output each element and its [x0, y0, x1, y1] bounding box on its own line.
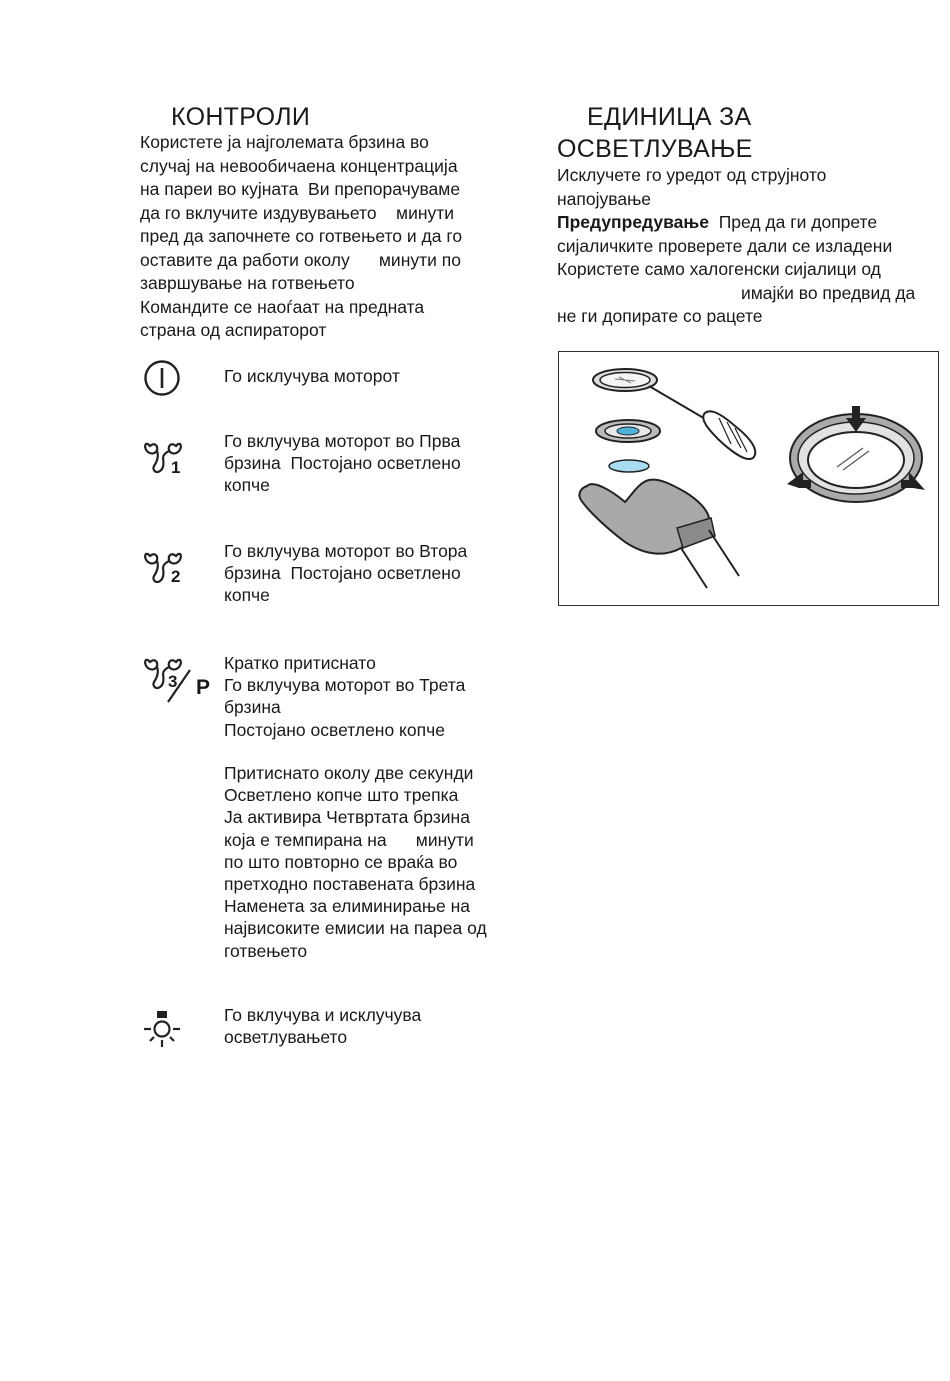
lighting-body — [557, 164, 915, 329]
intro-line: завршување на готвењето — [140, 273, 355, 293]
intro-line: да го вклучите издувувањето минути — [140, 202, 455, 223]
body-line: Користете само халогенски сијалици од — [557, 259, 881, 279]
intro-line: оставите да работи околу минути по — [140, 249, 461, 270]
control-line: Ја активира Четвртата брзина — [224, 807, 470, 828]
controls-intro — [140, 131, 462, 343]
control-line: Осветлено копче што трепка — [224, 785, 459, 806]
control-line: Наменета за елиминирање на — [224, 896, 471, 917]
intro-line: на пареи во кујната Ви препорачуваме — [140, 179, 461, 199]
control-line: претходно поставената брзина — [224, 874, 476, 895]
power-icon — [142, 358, 182, 398]
speed-badge: 2 — [171, 567, 181, 586]
control-description — [224, 652, 465, 741]
control-description-long-press — [224, 762, 487, 962]
intro-line: Командите се наоѓаат на предната — [140, 296, 425, 317]
control-line: највисоките емисии на пареа од — [224, 918, 487, 939]
control-line: копче — [224, 475, 270, 496]
control-line: Го вклучува моторот во Прва — [224, 431, 461, 451]
intro-line: страна од аспираторот — [140, 320, 327, 340]
control-description — [224, 1004, 421, 1048]
control-description — [224, 430, 461, 497]
controls-heading: КОНТРОЛИ — [171, 103, 311, 131]
warning-label: Предупредување — [557, 212, 709, 232]
control-line: брзина Постојано осветлено — [224, 563, 461, 584]
lighting-heading — [557, 101, 753, 165]
control-line: копче — [224, 585, 270, 606]
intro-line: случај на невообичаена концентрација — [140, 155, 458, 176]
control-line: Го исклучува моторот — [224, 366, 400, 386]
body-line — [557, 211, 915, 235]
intro-line: Користете ја најголемата брзина во — [140, 132, 429, 152]
control-description — [224, 365, 400, 387]
intro-line: пред да започнете со готвењето и да го — [140, 226, 463, 246]
body-line: напојување — [557, 188, 652, 209]
light-bulb-icon — [142, 1010, 182, 1050]
control-line: Го вклучува моторот во Втора — [224, 541, 468, 561]
boost-badge: P — [196, 676, 211, 699]
control-line: Го вклучува и исклучува — [224, 1005, 422, 1025]
heading-line: ОСВЕТЛУВАЊЕ — [557, 135, 753, 163]
control-line: по што повторно се враќа во — [224, 851, 458, 872]
control-line: готвењето — [224, 940, 308, 961]
control-line: Притиснато околу две секунди — [224, 763, 474, 783]
control-line: брзина Постојано осветлено — [224, 453, 461, 474]
lamp-replacement-drawing — [559, 352, 938, 605]
lamp-replacement-illustration — [558, 351, 939, 606]
warning-text: Пред да ги допрете — [708, 212, 878, 232]
speed-badge: 1 — [171, 458, 181, 477]
control-line: Кратко притиснато — [224, 653, 376, 673]
control-line: Постојано осветлено копче — [224, 719, 445, 740]
heading-line: ЕДИНИЦА ЗА — [587, 103, 752, 131]
control-line: Го вклучува моторот во Трета — [224, 675, 466, 696]
control-line: осветлувањето — [224, 1027, 348, 1048]
control-line: која е темпирана на минути — [224, 829, 474, 850]
body-line: сијаличките проверете дали се изладени — [557, 235, 893, 256]
body-line: Исклучете го уредот од струјното — [557, 165, 827, 185]
speed-badge: 3 — [168, 672, 178, 691]
body-line: имајќи во предвид да — [741, 282, 916, 303]
body-line: не ги допирате со рацете — [557, 306, 763, 326]
control-line: брзина — [224, 697, 281, 718]
control-description — [224, 540, 467, 607]
